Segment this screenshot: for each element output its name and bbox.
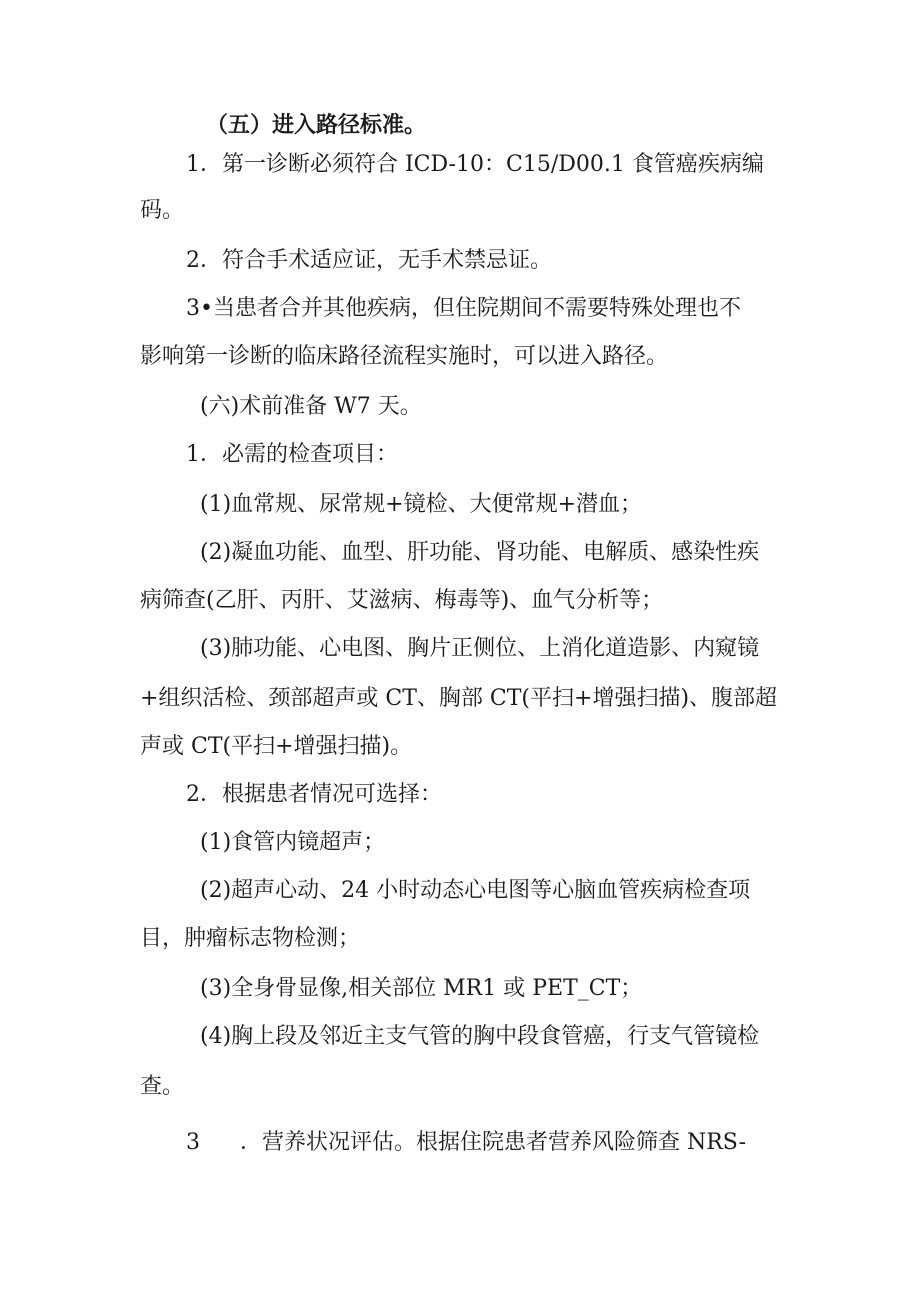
list-item-6-1-1: (1)血常规、尿常规+镜检、大便常规+潜血；: [200, 492, 643, 517]
list-item-6-2-2-line-1: (2)超声心动、24 小时动态心电图等心脑血管疾病检查项: [200, 878, 751, 903]
list-item-6-2-4-line-1: (4)胸上段及邻近主支气管的胸中段食管癌，行支气管镜检: [200, 1024, 760, 1049]
paragraph-6-3-number: 3: [186, 1130, 200, 1155]
list-item-6-2-4-line-2: 查。: [140, 1074, 185, 1099]
paragraph-6-3-text: ．营养状况评估。根据住院患者营养风险筛查 NRS-: [240, 1130, 747, 1155]
paragraph-5-3-line-2: 影响第一诊断的临床路径流程实施时，可以进入路径。: [140, 344, 669, 369]
list-item-6-2-3: (3)全身骨显像,相关部位 MR1 或 PET_CT；: [200, 976, 643, 1001]
list-item-6-1-3-line-3: 声或 CT(平扫+增强扫描)。: [140, 734, 413, 759]
section-6-heading: (六)术前准备 W7 天。: [200, 394, 422, 419]
paragraph-6-1: 1．必需的检查项目：: [186, 442, 398, 467]
section-5-heading: （五）进入路径标准。: [206, 112, 427, 138]
list-item-6-1-2-line-2: 病筛查(乙肝、丙肝、艾滋病、梅毒等)、血气分析等；: [140, 588, 664, 613]
paragraph-5-3-line-1: 3•当患者合并其他疾病，但住院期间不需要特殊处理也不: [186, 296, 741, 321]
paragraph-5-2: 2．符合手术适应证，无手术禁忌证。: [186, 248, 552, 273]
paragraph-6-2: 2．根据患者情况可选择：: [186, 782, 442, 807]
list-item-6-1-3-line-1: (3)肺功能、心电图、胸片正侧位、上消化道造影、内窥镜: [200, 636, 760, 661]
list-item-6-1-3-line-2: +组织活检、颈部超声或 CT、胸部 CT(平扫+增强扫描)、腹部超: [140, 686, 778, 711]
list-item-6-1-2-line-1: (2)凝血功能、血型、肝功能、肾功能、电解质、感染性疾: [200, 540, 760, 565]
list-item-6-2-1: (1)食管内镜超声；: [200, 830, 386, 855]
list-item-6-2-2-line-2: 目，肿瘤标志物检测；: [140, 926, 361, 951]
paragraph-5-1-line-1: 1．第一诊断必须符合 ICD-10：C15/D00.1 食管癌疾病编: [186, 152, 764, 177]
paragraph-5-1-line-2: 码。: [140, 198, 185, 223]
